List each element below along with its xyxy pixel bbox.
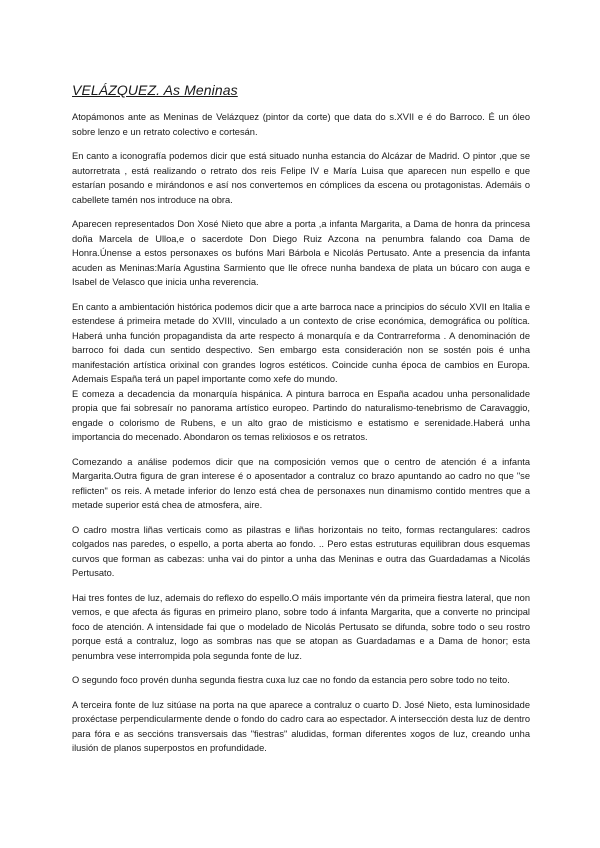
paragraph-iconography: En canto a iconografía podemos dicir que está situado nunha estancia do Alcázar de Madrid. O pintor ,que se autorretrata , está realizando o retrato dos reis Felipe IV e María Luisa que aparecen nun espello e que estarían posando e mirándonos e así nos convertemos en cómplices da escena ou protagonistas. Ademáis o cabellete tamén nos introduce na obra. — [72, 151, 530, 205]
paragraph-second-light: O segundo foco provén dunha segunda fiestra cuxa luz cae no fondo da estancia pero sobre todo no teito. — [72, 675, 510, 685]
paragraph-lines-structure: O cadro mostra liñas verticais como as pilastras e liñas horizontais no teito, formas rectangulares: cadros colgados nas paredes, o espello, a porta aberta ao fondo. .. Pero estas estruturas equilibran dous esquemas curvos que forman as cabezas: unha vai do pintor a unha das Meninas e outra das Guardadamas a Nicolás Pertusato. — [72, 524, 530, 578]
paragraph-spanish-baroque: E comeza a decadencia da monarquía hispánica. A pintura barroca en España acadou unha personalidade propia que fai sobresaír no panorama artístico europeo. Partindo do naturalismo-tenebrismo de Caravaggio, engade o colorismo de Rubens, e un alto grao de misticismo e estatismo e serenidade.Haberá unha importancia do mecenado. Abondaron os temas relixiosos e os retratos. — [72, 388, 530, 442]
document-title: VELÁZQUEZ. As Meninas — [72, 82, 238, 98]
paragraph-characters: Aparecen representados Don Xosé Nieto que abre a porta ,a infanta Margarita, a Dama de honra da princesa doña Marcela de Ulloa,e o sacerdote Don Diego Ruiz Azcona na penumbra falando coa Dama de Honra.Únense a estos personaxes os bufóns Mari Bárbola e Nicolás Pertusato. Ante a presencia da infanta acuden as Meninas:María Agustina Sarmiento que lle ofrece nunha bandexa de plata un búcaro con auga e Isabel de Velasco que inicia unha reverencia. — [72, 219, 530, 287]
paragraph-historical-context: En canto a ambientación histórica podemos dicir que a arte barroca nace a principios do século XVII en Italia e estendese á primeira metade do XVIII, vinculado a un contexto de crise económica, demográfica ou política. Haberá unha función propagandista da arte respecto á monarquía e da Contrarreforma . A denominación de barroco foi dada cun sentido despectivo. Sen embargo esta consideración non se sostén pois é unha manifestación artística orixinal con grandes logros estéticos. Coincide cunha época de cambios en Europa. Ademais España terá un papel importante como xefe do mundo. — [72, 301, 530, 384]
paragraph-light-sources: Hai tres fontes de luz, ademais do reflexo do espello.O máis importante vén da primeira fiestra lateral, que non vemos, e que afecta ás figuras en primeiro plano, sobre todo á infanta Margarita, que a converte no principal foco de atención. A intensidade fai que o modelado de Nicolás Pertusato se difunda, sobre todo o seu rostro porque está a contraluz, logo as sombras nas que se atopan as Guardadamas e a Dama de honor; esta penumbra vese interrompida pola segunda fonte de luz. — [72, 592, 530, 661]
paragraph-third-light: A terceira fonte de luz sitúase na porta na que aparece a contraluz o cuarto D. José Nieto, esta luminosidade proxéctase perpendicularmente dende o fondo do cadro cara ao espectador. A intersección desta luz de dentro para fóra e as seccións transversais das "fiestras" aludidas, forman diferentes xogos de luz, creando unha ilusión de planos superpostos en profundidade. — [72, 699, 530, 753]
paragraph-intro: Atopámonos ante as Meninas de Velázquez (pintor da corte) que data do s.XVII e é do Barroco. É un óleo sobre lenzo e un retrato colectivo e cortesán. — [72, 112, 530, 137]
paragraph-composition: Comezando a análise podemos dicir que na composición vemos que o centro de atención é a infanta Margarita.Outra figura de gran interese é o aposentador a contraluz co brazo apuntando ao cadro no que "se reflicten" os reis. A metade inferior do lenzo está chea de personaxes nun dinamismo contido mentres que a metade superior está chea de atmosfera, aire. — [72, 456, 530, 510]
